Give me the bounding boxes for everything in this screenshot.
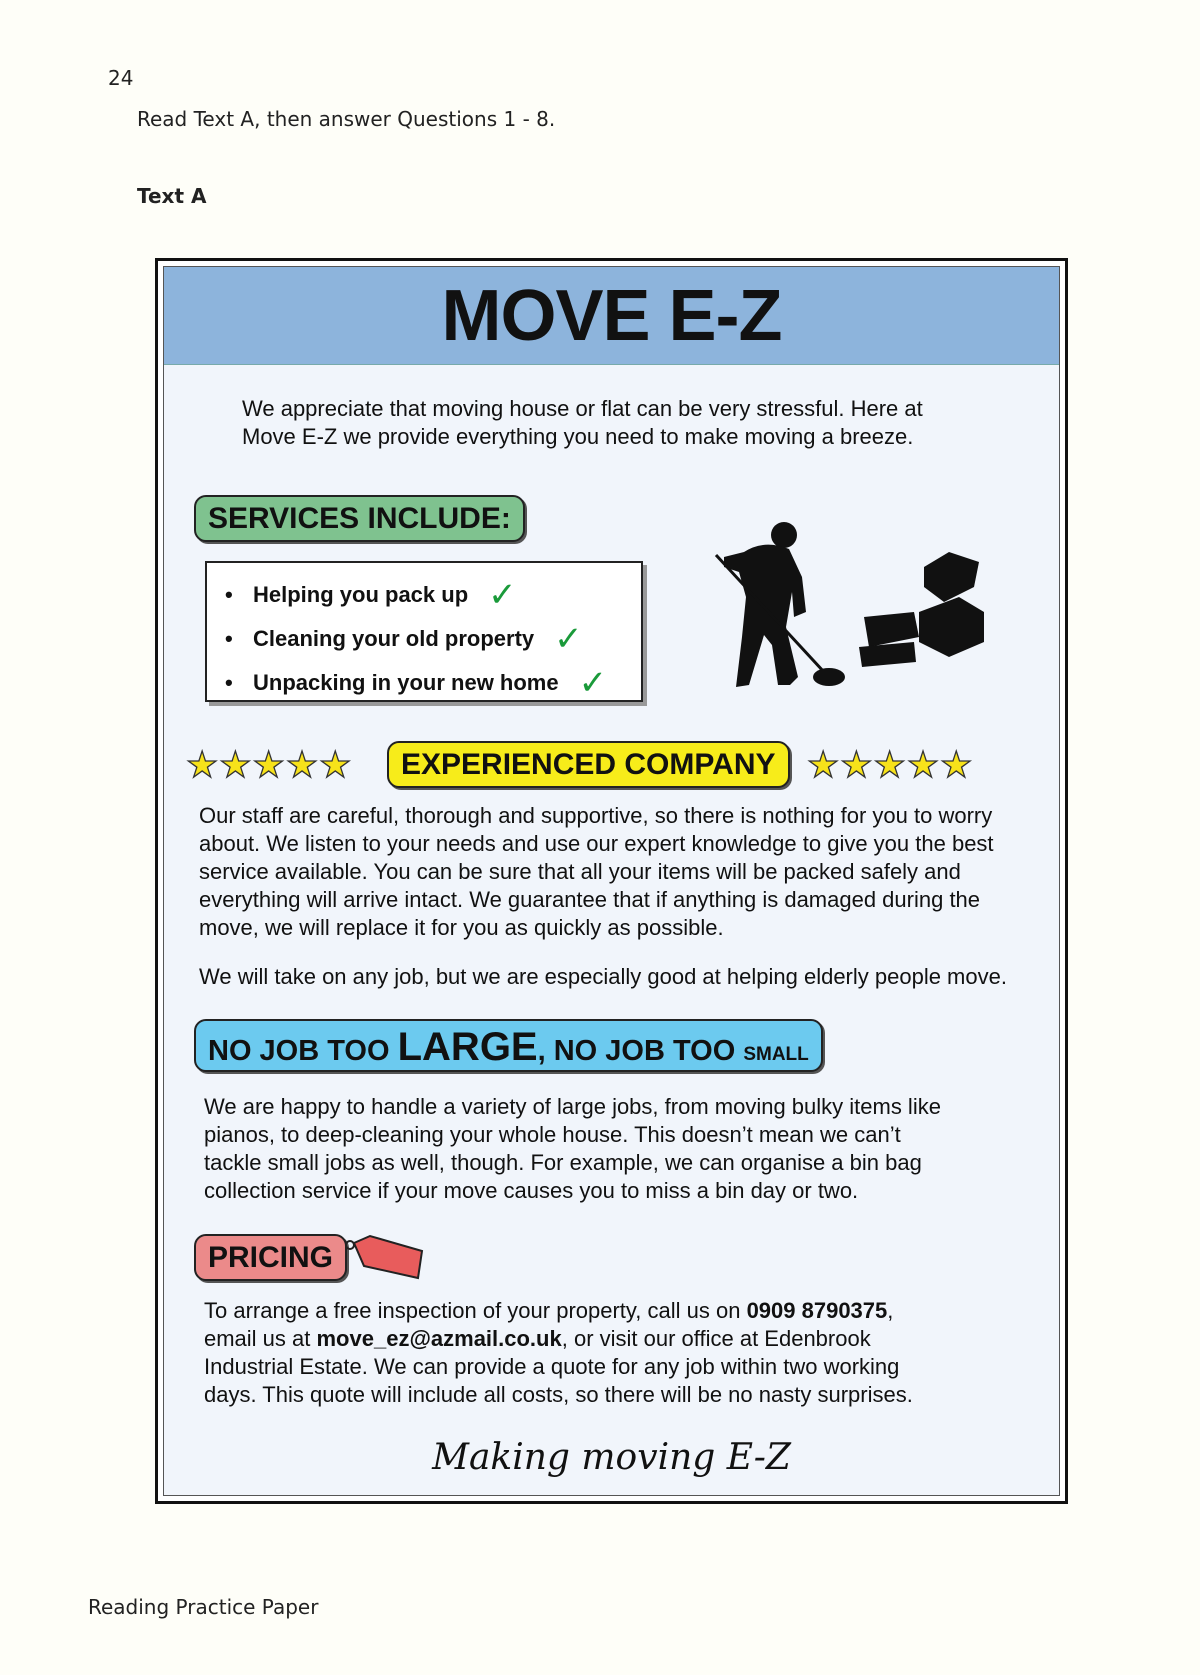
intro-text [242,395,923,451]
check-icon: ✓ [578,664,608,702]
advert-header [164,267,1059,365]
experienced-text: Our staff are careful, thorough and supportive, so there is nothing for you to worry about. We listen to your needs and use our expert knowledge to give you the best service available. You can be sure that all your items will be packed safely and everything will arrive intact. We guarantee that if anything is damaged during the move, we will replace it for you as quickly as possible. [199,803,994,940]
page-number: 24 [108,66,134,90]
pricing-text: To arrange a free inspection of your property, call us on 0909 8790375, email us at move_ez@azmail.co.uk, or visit our office at Edenbrook Industrial Estate. We can provide a quote for any job within two working days. This quote will include all costs, so there will be no nasty surprises. [204,1298,913,1407]
footer: Reading Practice Paper [88,1595,319,1619]
cleaner-and-boxes-illustration [694,517,1004,707]
stars-left: ★★★★★ [186,744,353,785]
tagline: Making moving E-Z [432,1437,791,1478]
services-heading: SERVICES INCLUDE: [194,495,525,542]
check-icon: ✓ [488,576,517,614]
advert-frame [155,258,1068,1504]
phone-number: 0909 8790375 [746,1298,888,1323]
intro-line: We appreciate that moving house or flat can be very stressful. Here at [242,396,923,421]
pricing-heading: PRICING [194,1234,347,1281]
intro-line: Move E-Z we provide everything you need to make moving a breeze. [242,424,914,449]
elderly-text: We will take on any job, but we are especially good at helping elderly people move. [199,964,1007,989]
text-label: Text A [137,184,207,208]
experienced-heading: EXPERIENCED COMPANY [387,741,790,788]
stars-right: ★★★★★ [807,744,974,785]
list-item: • Helping you pack up ✓ [225,573,623,617]
email-address: move_ez@azmail.co.uk [316,1326,562,1351]
services-list [205,561,643,702]
nojob-text: We are happy to handle a variety of large jobs, from moving bulky items like pianos, to deep-cleaning your whole house. This doesn’t mean we can’t tackle small jobs as well, though. For example, we can organise a bin bag collection service if your move causes you to miss a bin day or two. [204,1094,941,1203]
list-item: • Cleaning your old property ✓ [225,617,623,661]
price-tag-icon [342,1231,427,1281]
instruction: Read Text A, then answer Questions 1 - 8. [137,107,556,131]
list-item: • Unpacking in your new home ✓ [225,661,623,705]
nojob-heading: NO JOB TOO LARGE, NO JOB TOO SMALL [194,1019,823,1072]
check-icon: ✓ [554,620,583,658]
advert-title: MOVE E-Z [441,276,782,356]
